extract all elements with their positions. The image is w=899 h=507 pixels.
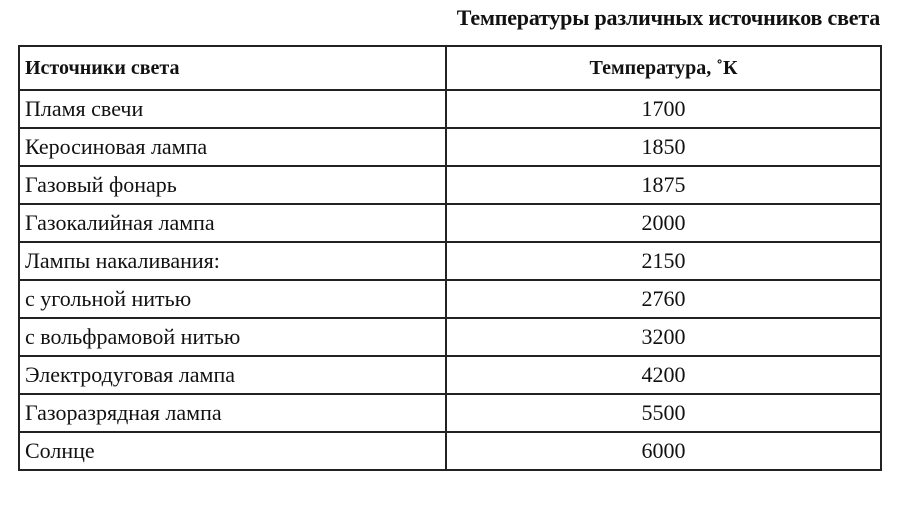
light-source-cell: с вольфрамовой нитью (19, 318, 446, 356)
table-header-row (19, 46, 881, 90)
temperature-cell: 1875 (446, 166, 881, 204)
light-source-cell: Газоразрядная лампа (19, 394, 446, 432)
table-row (19, 166, 881, 204)
table-row (19, 280, 881, 318)
temperature-cell: 3200 (446, 318, 881, 356)
table-row (19, 356, 881, 394)
light-source-cell: Пламя свечи (19, 90, 446, 128)
temperature-cell: 5500 (446, 394, 881, 432)
table-row (19, 394, 881, 432)
table-row (19, 432, 881, 470)
temperature-cell: 2000 (446, 204, 881, 242)
table-row (19, 90, 881, 128)
light-source-cell: Электродуговая лампа (19, 356, 446, 394)
table-row (19, 128, 881, 166)
temperature-cell: 2150 (446, 242, 881, 280)
light-source-cell: Солнце (19, 432, 446, 470)
temperature-cell: 6000 (446, 432, 881, 470)
header-light-source: Источники света (19, 46, 446, 90)
temperature-cell: 4200 (446, 356, 881, 394)
table-row (19, 242, 881, 280)
table-row (19, 204, 881, 242)
light-source-cell: с угольной нитью (19, 280, 446, 318)
table-row (19, 318, 881, 356)
temperature-cell: 1850 (446, 128, 881, 166)
temperature-cell: 1700 (446, 90, 881, 128)
temperature-cell: 2760 (446, 280, 881, 318)
temperature-table (18, 45, 882, 471)
light-source-cell: Лампы накаливания: (19, 242, 446, 280)
header-temperature: Температура, ˚К (446, 46, 881, 90)
light-source-cell: Газокалийная лампа (19, 204, 446, 242)
light-source-cell: Керосиновая лампа (19, 128, 446, 166)
light-source-cell: Газовый фонарь (19, 166, 446, 204)
page-title: Температуры различных источников света (456, 5, 880, 30)
